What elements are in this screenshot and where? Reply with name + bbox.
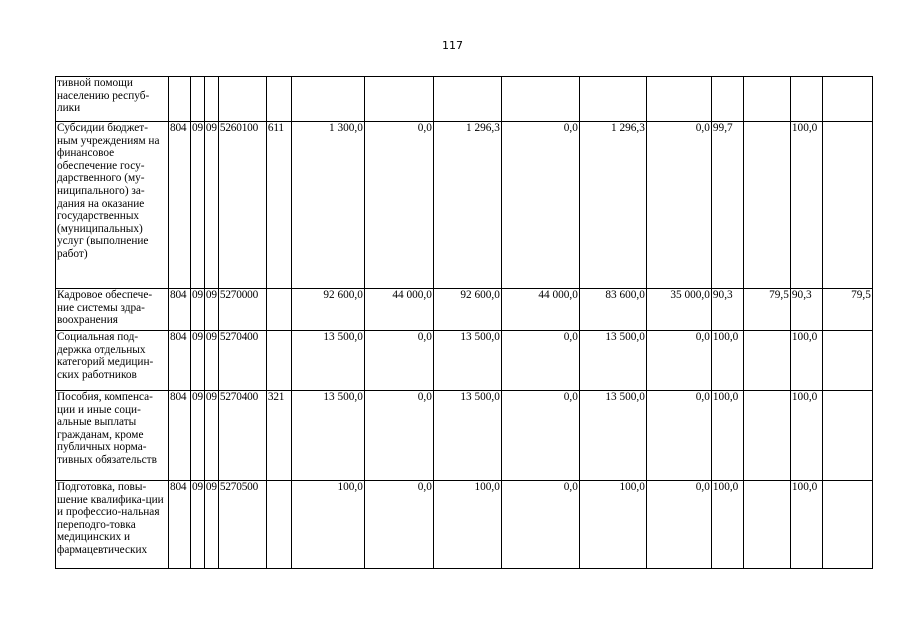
percent-refined-federal-cell: [822, 122, 872, 289]
target-article-cell: 5270000: [218, 289, 266, 331]
refined-total-cell: [433, 77, 501, 122]
executed-federal-cell: [646, 77, 711, 122]
percent-refined-federal-cell: [822, 391, 872, 481]
refined-total-cell: 92 600,0: [433, 289, 501, 331]
executed-total-cell: [579, 77, 646, 122]
executed-total-cell: 1 296,3: [579, 122, 646, 289]
target-article-cell: 5270400: [218, 391, 266, 481]
subsection-code-cell: 09: [204, 289, 218, 331]
percent-plan-total-cell: 100,0: [711, 391, 743, 481]
percent-refined-total-cell: 100,0: [790, 391, 822, 481]
subsection-code-cell: 09: [204, 391, 218, 481]
refined-federal-cell: 0,0: [501, 391, 579, 481]
plan-federal-cell: [364, 77, 433, 122]
row-name-cell: Подготовка, повы-шение квалифика-ции и профессио-нальная переподго-товка медицинских и фармацевтических: [56, 481, 169, 569]
table-row: [56, 331, 873, 391]
row-name-cell: Социальная под-держка отдельных категорий медицин-ских работников: [56, 331, 169, 391]
expense-type-cell: 321: [266, 391, 291, 481]
expense-type-cell: [266, 77, 291, 122]
refined-federal-cell: 44 000,0: [501, 289, 579, 331]
refined-total-cell: 1 296,3: [433, 122, 501, 289]
row-name-cell: тивной помощи населению респуб-лики: [56, 77, 169, 122]
table-row: [56, 391, 873, 481]
page-number: 117: [442, 39, 463, 52]
plan-federal-cell: 0,0: [364, 122, 433, 289]
percent-refined-total-cell: 100,0: [790, 481, 822, 569]
target-article-cell: 5270400: [218, 331, 266, 391]
refined-federal-cell: 0,0: [501, 122, 579, 289]
percent-refined-federal-cell: [822, 77, 872, 122]
target-article-cell: 5270500: [218, 481, 266, 569]
section-code-cell: 09: [191, 481, 205, 569]
ved-code-cell: [169, 77, 191, 122]
ved-code-cell: 804: [169, 331, 191, 391]
percent-plan-total-cell: 100,0: [711, 331, 743, 391]
table-row: [56, 481, 873, 569]
executed-federal-cell: 35 000,0: [646, 289, 711, 331]
percent-plan-total-cell: 99,7: [711, 122, 743, 289]
refined-total-cell: 13 500,0: [433, 391, 501, 481]
row-name-cell: Субсидии бюджет-ным учреждениям на финансовое обеспечение госу-дарственного (му-ниципального) за-дания на оказание государственных (муниципальных) услуг (выполнение работ): [56, 122, 169, 289]
percent-plan-federal-cell: [743, 331, 790, 391]
percent-plan-federal-cell: [743, 122, 790, 289]
refined-federal-cell: 0,0: [501, 481, 579, 569]
section-code-cell: 09: [191, 391, 205, 481]
row-name-cell: Пособия, компенса-ции и иные соци-альные выплаты гражданам, кроме публичных норма-тивных обязательств: [56, 391, 169, 481]
refined-total-cell: 100,0: [433, 481, 501, 569]
refined-total-cell: 13 500,0: [433, 331, 501, 391]
plan-federal-cell: 0,0: [364, 481, 433, 569]
executed-federal-cell: 0,0: [646, 481, 711, 569]
plan-total-cell: 1 300,0: [291, 122, 364, 289]
expense-type-cell: 611: [266, 122, 291, 289]
refined-federal-cell: 0,0: [501, 331, 579, 391]
percent-plan-total-cell: 100,0: [711, 481, 743, 569]
expense-type-cell: [266, 289, 291, 331]
percent-refined-federal-cell: [822, 481, 872, 569]
section-code-cell: 09: [191, 289, 205, 331]
percent-refined-total-cell: 100,0: [790, 122, 822, 289]
section-code-cell: 09: [191, 122, 205, 289]
table-row: [56, 122, 873, 289]
row-name-cell: Кадровое обеспече-ние системы здра-воохранения: [56, 289, 169, 331]
percent-plan-total-cell: 90,3: [711, 289, 743, 331]
percent-plan-federal-cell: 79,5: [743, 289, 790, 331]
percent-refined-total-cell: 90,3: [790, 289, 822, 331]
section-code-cell: [191, 77, 205, 122]
percent-plan-federal-cell: [743, 77, 790, 122]
plan-federal-cell: 0,0: [364, 391, 433, 481]
table-row: [56, 289, 873, 331]
percent-refined-total-cell: [790, 77, 822, 122]
budget-table: [55, 76, 873, 569]
percent-plan-federal-cell: [743, 391, 790, 481]
percent-plan-federal-cell: [743, 481, 790, 569]
executed-total-cell: 13 500,0: [579, 331, 646, 391]
subsection-code-cell: 09: [204, 481, 218, 569]
section-code-cell: 09: [191, 331, 205, 391]
plan-total-cell: [291, 77, 364, 122]
ved-code-cell: 804: [169, 122, 191, 289]
ved-code-cell: 804: [169, 289, 191, 331]
executed-total-cell: 100,0: [579, 481, 646, 569]
executed-federal-cell: 0,0: [646, 391, 711, 481]
percent-refined-total-cell: 100,0: [790, 331, 822, 391]
percent-plan-total-cell: [711, 77, 743, 122]
refined-federal-cell: [501, 77, 579, 122]
expense-type-cell: [266, 481, 291, 569]
executed-federal-cell: 0,0: [646, 331, 711, 391]
plan-total-cell: 13 500,0: [291, 331, 364, 391]
plan-total-cell: 13 500,0: [291, 391, 364, 481]
table-row: [56, 77, 873, 122]
expense-type-cell: [266, 331, 291, 391]
percent-refined-federal-cell: 79,5: [822, 289, 872, 331]
executed-total-cell: 13 500,0: [579, 391, 646, 481]
subsection-code-cell: [204, 77, 218, 122]
plan-federal-cell: 0,0: [364, 331, 433, 391]
plan-total-cell: 100,0: [291, 481, 364, 569]
target-article-cell: [218, 77, 266, 122]
subsection-code-cell: 09: [204, 122, 218, 289]
plan-federal-cell: 44 000,0: [364, 289, 433, 331]
executed-total-cell: 83 600,0: [579, 289, 646, 331]
plan-total-cell: 92 600,0: [291, 289, 364, 331]
target-article-cell: 5260100: [218, 122, 266, 289]
subsection-code-cell: 09: [204, 331, 218, 391]
percent-refined-federal-cell: [822, 331, 872, 391]
ved-code-cell: 804: [169, 391, 191, 481]
ved-code-cell: 804: [169, 481, 191, 569]
executed-federal-cell: 0,0: [646, 122, 711, 289]
